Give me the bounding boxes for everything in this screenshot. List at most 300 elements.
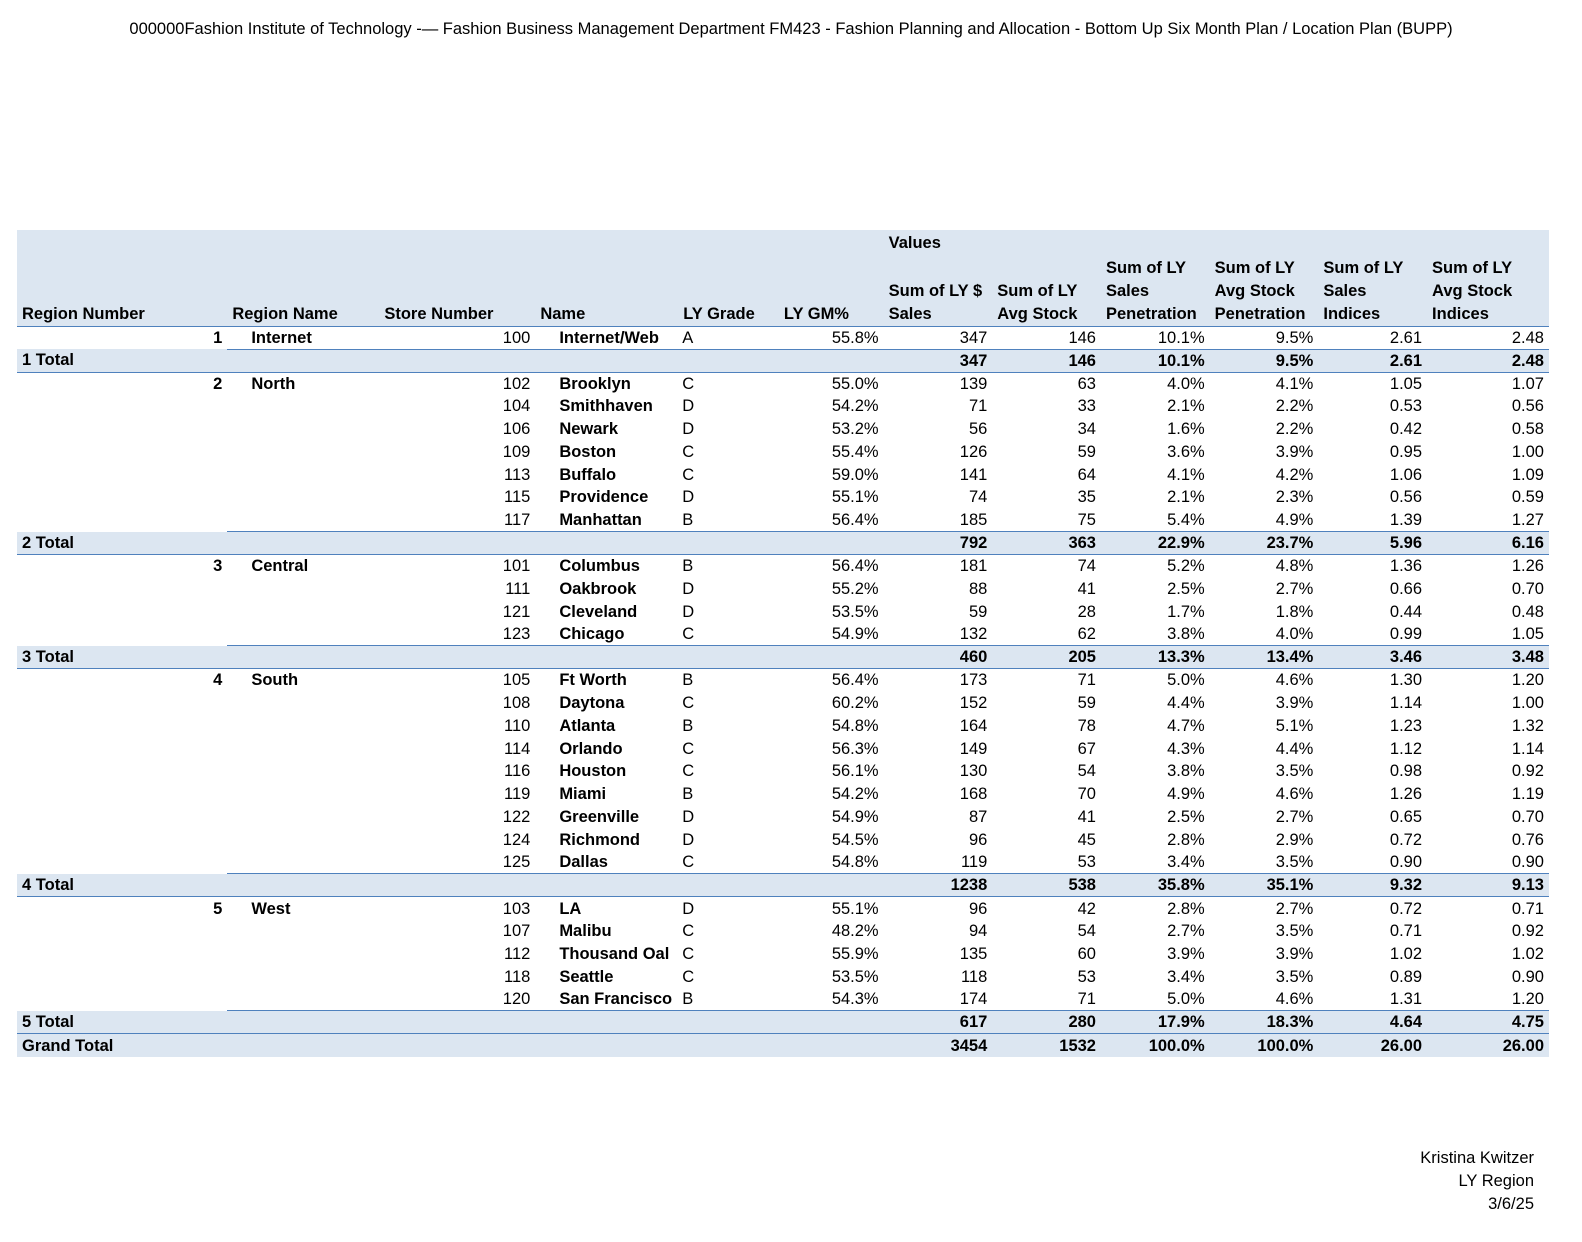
- pivot-body: [17, 326, 1549, 1057]
- stock-cell: 53: [1077, 967, 1096, 986]
- total-stock-pen-cell: 23.7%: [1210, 532, 1319, 555]
- store-name-cell: Dallas: [559, 853, 608, 872]
- sales-pen-cell: 5.2%: [1167, 557, 1205, 576]
- stock-cell: 33: [1077, 397, 1096, 416]
- region-number-cell: [17, 577, 227, 600]
- stock-idx-cell: 0.58: [1511, 419, 1544, 438]
- store-name-cell: Daytona: [559, 693, 625, 712]
- table-row: [17, 737, 1549, 760]
- column-header: Name: [535, 254, 678, 326]
- sales-idx-cell: 2.61: [1389, 328, 1423, 347]
- stock-cell: 54: [1077, 762, 1096, 781]
- stock-cell: 41: [1077, 579, 1096, 598]
- sales-cell: 118: [960, 967, 988, 986]
- empty-cell: [379, 874, 535, 897]
- empty-cell: [379, 1011, 535, 1034]
- table-row: [17, 828, 1549, 851]
- table-row: [17, 395, 1549, 418]
- grade-cell: B: [682, 716, 694, 735]
- sales-pen-cell: 4.4%: [1167, 693, 1205, 712]
- table-row: [17, 920, 1549, 943]
- sales-idx-cell: 0.72: [1389, 830, 1423, 849]
- sales-cell: 96: [968, 899, 988, 918]
- sales-idx-cell: 0.42: [1389, 419, 1423, 438]
- empty-cell: [227, 646, 379, 669]
- empty-cell: [535, 1034, 678, 1057]
- store-name-cell: Atlanta: [559, 716, 616, 735]
- empty-cell: [678, 646, 779, 669]
- store-number-cell: 114: [504, 739, 531, 758]
- store-number-cell: 115: [504, 488, 531, 507]
- region-number-cell: [17, 737, 227, 760]
- grade-cell: C: [682, 465, 695, 484]
- region-number-cell: 3: [213, 557, 223, 576]
- values-label: Values: [884, 230, 1549, 254]
- sales-cell: 88: [968, 579, 988, 598]
- sales-pen-cell: 4.7%: [1167, 716, 1205, 735]
- stock-idx-cell: 1.00: [1511, 442, 1544, 461]
- table-row: [17, 418, 1549, 441]
- store-number-cell: 111: [505, 579, 531, 598]
- table-row: [17, 577, 1549, 600]
- stock-cell: 59: [1077, 693, 1096, 712]
- stock-cell: 78: [1077, 716, 1096, 735]
- region-number-cell: [17, 920, 227, 943]
- stock-pen-cell: 1.8%: [1275, 602, 1314, 621]
- store-name-cell: Seattle: [559, 967, 614, 986]
- stock-cell: 71: [1077, 990, 1096, 1009]
- gm-cell: 56.4%: [831, 557, 879, 576]
- gm-cell: 53.2%: [831, 419, 879, 438]
- store-name-cell: Chicago: [559, 625, 625, 644]
- grade-cell: D: [682, 488, 695, 507]
- region-total-label: 2 Total: [17, 532, 227, 555]
- pivot-table: [17, 230, 1549, 1057]
- region-total-label: 3 Total: [17, 646, 227, 669]
- region-number-cell: [17, 965, 227, 988]
- sales-pen-cell: 2.8%: [1167, 899, 1205, 918]
- region-number-cell: [17, 988, 227, 1011]
- grand-stock-idx-cell: 26.00: [1427, 1034, 1549, 1057]
- table-row: [17, 851, 1549, 874]
- column-header: Region Name: [227, 254, 379, 326]
- store-name-cell: LA: [559, 899, 582, 918]
- region-total-label: 4 Total: [17, 874, 227, 897]
- sales-pen-cell: 4.3%: [1167, 739, 1205, 758]
- region-number-cell: [17, 600, 227, 623]
- total-stock-idx-cell: 9.13: [1427, 874, 1549, 897]
- store-number-cell: 101: [502, 557, 531, 576]
- empty-cell: [227, 349, 379, 372]
- empty-cell: [379, 1034, 535, 1057]
- footer-author: Kristina Kwitzer: [1420, 1149, 1534, 1167]
- gm-cell: 55.2%: [831, 579, 879, 598]
- store-name-cell: Orlando: [559, 739, 623, 758]
- stock-idx-cell: 1.26: [1511, 557, 1544, 576]
- gm-cell: 54.8%: [831, 853, 879, 872]
- grade-cell: C: [682, 967, 695, 986]
- footer-date: 3/6/25: [1488, 1195, 1534, 1213]
- sales-cell: 94: [968, 922, 988, 941]
- gm-cell: 54.5%: [831, 830, 879, 849]
- total-stock-pen-cell: 13.4%: [1210, 646, 1319, 669]
- sales-cell: 126: [959, 442, 988, 461]
- sales-pen-cell: 2.5%: [1167, 807, 1205, 826]
- grand-sales-cell: 3454: [884, 1034, 993, 1057]
- region-number-cell: [17, 623, 227, 646]
- sales-idx-cell: 1.30: [1389, 671, 1423, 690]
- total-stock-cell: 146: [992, 349, 1101, 372]
- total-sales-idx-cell: 5.96: [1318, 532, 1427, 555]
- gm-cell: 59.0%: [831, 465, 879, 484]
- region-name-cell: [227, 783, 379, 806]
- region-name-cell: [227, 623, 379, 646]
- stock-cell: 54: [1077, 922, 1096, 941]
- gm-cell: 54.2%: [831, 397, 879, 416]
- gm-cell: 55.1%: [831, 488, 879, 507]
- region-name-cell: [227, 509, 379, 532]
- store-number-cell: 110: [504, 716, 531, 735]
- stock-cell: 53: [1077, 853, 1096, 872]
- stock-pen-cell: 3.5%: [1275, 853, 1314, 872]
- stock-idx-cell: 1.02: [1511, 944, 1544, 963]
- total-stock-pen-cell: 18.3%: [1210, 1011, 1319, 1034]
- gm-cell: 55.8%: [831, 328, 879, 347]
- stock-pen-cell: 3.9%: [1275, 693, 1314, 712]
- stock-cell: 45: [1077, 830, 1096, 849]
- sales-pen-cell: 3.9%: [1167, 944, 1205, 963]
- region-name-cell: [227, 463, 379, 486]
- sales-idx-cell: 1.05: [1389, 374, 1423, 393]
- stock-cell: 63: [1077, 374, 1096, 393]
- region-name-cell: South: [251, 671, 299, 690]
- table-row: [17, 623, 1549, 646]
- stock-cell: 71: [1077, 671, 1096, 690]
- table-row: [17, 760, 1549, 783]
- gm-cell: 53.5%: [831, 602, 879, 621]
- stock-idx-cell: 0.70: [1511, 807, 1544, 826]
- stock-idx-cell: 1.20: [1511, 671, 1544, 690]
- store-number-cell: 108: [502, 693, 531, 712]
- region-name-cell: [227, 988, 379, 1011]
- total-stock-cell: 538: [992, 874, 1101, 897]
- total-stock-idx-cell: 3.48: [1427, 646, 1549, 669]
- total-stock-idx-cell: 2.48: [1427, 349, 1549, 372]
- stock-cell: 75: [1077, 510, 1096, 529]
- sales-cell: 74: [968, 488, 988, 507]
- sales-cell: 141: [959, 465, 988, 484]
- sales-idx-cell: 0.71: [1389, 922, 1423, 941]
- stock-pen-cell: 3.5%: [1275, 762, 1314, 781]
- region-name-cell: [227, 692, 379, 715]
- table-row: [17, 988, 1549, 1011]
- table-row: [17, 806, 1549, 829]
- stock-idx-cell: 0.71: [1511, 899, 1544, 918]
- store-number-cell: 100: [502, 328, 531, 347]
- total-stock-idx-cell: 6.16: [1427, 532, 1549, 555]
- region-name-cell: [227, 828, 379, 851]
- grade-cell: A: [682, 328, 694, 347]
- region-number-cell: [17, 851, 227, 874]
- sales-cell: 96: [968, 830, 988, 849]
- sales-cell: 168: [959, 785, 988, 804]
- store-name-cell: Malibu: [559, 922, 612, 941]
- stock-pen-cell: 4.6%: [1275, 990, 1314, 1009]
- sales-idx-cell: 1.23: [1389, 716, 1423, 735]
- gm-cell: 48.2%: [831, 922, 879, 941]
- grade-cell: D: [682, 807, 695, 826]
- region-number-cell: [17, 440, 227, 463]
- stock-pen-cell: 4.6%: [1275, 785, 1314, 804]
- empty-cell: [779, 874, 884, 897]
- stock-pen-cell: 4.0%: [1275, 625, 1314, 644]
- stock-idx-cell: 1.05: [1511, 625, 1544, 644]
- region-name-cell: [227, 418, 379, 441]
- region-number-cell: [17, 714, 227, 737]
- column-header: Region Number: [17, 254, 227, 326]
- store-name-cell: Newark: [559, 419, 619, 438]
- page-footer: [1420, 1147, 1534, 1216]
- grade-cell: D: [682, 899, 695, 918]
- total-stock-idx-cell: 4.75: [1427, 1011, 1549, 1034]
- stock-pen-cell: 3.5%: [1275, 922, 1314, 941]
- store-number-cell: 124: [502, 830, 531, 849]
- sales-idx-cell: 1.02: [1389, 944, 1423, 963]
- region-number-cell: 5: [213, 899, 223, 918]
- region-number-cell: 2: [213, 374, 223, 393]
- gm-cell: 56.1%: [831, 762, 879, 781]
- store-number-cell: 121: [502, 602, 531, 621]
- sales-cell: 130: [959, 762, 988, 781]
- store-number-cell: 116: [504, 762, 531, 781]
- sales-idx-cell: 0.90: [1389, 853, 1423, 872]
- store-number-cell: 107: [502, 922, 531, 941]
- grade-cell: C: [682, 762, 695, 781]
- region-number-cell: [17, 418, 227, 441]
- table-row: [17, 372, 1549, 395]
- empty-cell: [779, 349, 884, 372]
- store-number-cell: 122: [502, 807, 531, 826]
- stock-pen-cell: 2.7%: [1275, 807, 1314, 826]
- gm-cell: 56.3%: [831, 739, 879, 758]
- stock-pen-cell: 2.2%: [1275, 419, 1314, 438]
- empty-cell: [227, 532, 379, 555]
- total-stock-cell: 280: [992, 1011, 1101, 1034]
- stock-pen-cell: 5.1%: [1275, 716, 1314, 735]
- stock-pen-cell: 3.5%: [1275, 967, 1314, 986]
- empty-cell: [379, 349, 535, 372]
- region-name-cell: [227, 965, 379, 988]
- sales-pen-cell: 2.1%: [1167, 397, 1205, 416]
- sales-cell: 59: [968, 602, 988, 621]
- stock-idx-cell: 0.56: [1511, 397, 1544, 416]
- store-number-cell: 103: [502, 899, 531, 918]
- grade-cell: D: [682, 419, 695, 438]
- table-row: [17, 326, 1549, 349]
- total-stock-cell: 363: [992, 532, 1101, 555]
- total-sales-pen-cell: 10.1%: [1101, 349, 1210, 372]
- stock-pen-cell: 2.3%: [1275, 488, 1314, 507]
- stock-cell: 60: [1077, 944, 1096, 963]
- table-row: [17, 692, 1549, 715]
- stock-idx-cell: 0.70: [1511, 579, 1544, 598]
- sales-cell: 152: [959, 693, 988, 712]
- empty-cell: [379, 646, 535, 669]
- sales-pen-cell: 3.4%: [1167, 853, 1205, 872]
- empty-cell: [227, 1011, 379, 1034]
- region-name-cell: [227, 806, 379, 829]
- sales-idx-cell: 0.98: [1389, 762, 1423, 781]
- region-name-cell: [227, 577, 379, 600]
- store-name-cell: Columbus: [559, 557, 640, 576]
- stock-pen-cell: 2.7%: [1275, 579, 1314, 598]
- grand-sales-idx-cell: 26.00: [1318, 1034, 1427, 1057]
- gm-cell: 54.9%: [831, 625, 879, 644]
- total-stock-pen-cell: 9.5%: [1210, 349, 1319, 372]
- stock-idx-cell: 0.59: [1511, 488, 1544, 507]
- stock-cell: 41: [1077, 807, 1096, 826]
- gm-cell: 54.3%: [831, 990, 879, 1009]
- empty-cell: [678, 874, 779, 897]
- region-name-cell: North: [251, 374, 296, 393]
- total-stock-pen-cell: 35.1%: [1210, 874, 1319, 897]
- sales-pen-cell: 2.1%: [1167, 488, 1205, 507]
- stock-pen-cell: 9.5%: [1275, 328, 1314, 347]
- region-name-cell: [227, 440, 379, 463]
- footer-sheet: LY Region: [1458, 1172, 1534, 1190]
- sales-idx-cell: 0.56: [1389, 488, 1423, 507]
- column-header: Sum of LY Sales Indices: [1318, 254, 1427, 326]
- store-name-cell: Providence: [559, 488, 649, 507]
- store-name-cell: Thousand Oal: [559, 944, 670, 963]
- column-header: Sum of LY $ Sales: [884, 254, 993, 326]
- empty-cell: [535, 1011, 678, 1034]
- sales-pen-cell: 2.8%: [1167, 830, 1205, 849]
- table-row: [17, 555, 1549, 578]
- table-row: [17, 965, 1549, 988]
- grade-cell: C: [682, 922, 695, 941]
- region-name-cell: [227, 760, 379, 783]
- region-name-cell: Central: [251, 557, 309, 576]
- column-header-row: [17, 254, 1549, 326]
- sales-pen-cell: 5.0%: [1167, 990, 1205, 1009]
- table-row: [17, 600, 1549, 623]
- gm-cell: 54.9%: [831, 807, 879, 826]
- region-name-cell: [227, 600, 379, 623]
- table-row: [17, 669, 1549, 692]
- stock-cell: 146: [1068, 328, 1096, 347]
- store-name-cell: Houston: [559, 762, 627, 781]
- sales-idx-cell: 1.06: [1389, 465, 1423, 484]
- region-name-cell: [227, 920, 379, 943]
- gm-cell: 54.2%: [831, 785, 879, 804]
- region-number-cell: [17, 692, 227, 715]
- region-number-cell: [17, 943, 227, 966]
- region-name-cell: [227, 714, 379, 737]
- column-header: Sum of LY Sales Penetration: [1101, 254, 1210, 326]
- grand-total-label: Grand Total: [17, 1034, 227, 1057]
- empty-cell: [535, 532, 678, 555]
- total-sales-cell: 1238: [884, 874, 993, 897]
- total-sales-cell: 347: [884, 349, 993, 372]
- stock-idx-cell: 1.07: [1511, 374, 1544, 393]
- grade-cell: D: [682, 602, 695, 621]
- store-name-cell: Internet/Web: [559, 328, 659, 347]
- sales-pen-cell: 4.0%: [1167, 374, 1205, 393]
- sales-cell: 71: [968, 397, 988, 416]
- stock-idx-cell: 0.90: [1511, 853, 1544, 872]
- store-name-cell: Smithhaven: [559, 397, 653, 416]
- stock-idx-cell: 1.09: [1511, 465, 1544, 484]
- region-number-cell: [17, 783, 227, 806]
- sales-pen-cell: 3.4%: [1167, 967, 1205, 986]
- stock-cell: 35: [1077, 488, 1096, 507]
- store-number-cell: 102: [502, 374, 531, 393]
- sales-pen-cell: 2.5%: [1167, 579, 1205, 598]
- region-name-cell: [227, 737, 379, 760]
- sales-pen-cell: 1.6%: [1167, 419, 1205, 438]
- stock-idx-cell: 1.14: [1511, 739, 1544, 758]
- region-name-cell: [227, 851, 379, 874]
- sales-pen-cell: 3.6%: [1167, 442, 1205, 461]
- empty-cell: [678, 1034, 779, 1057]
- grade-cell: C: [682, 625, 695, 644]
- table-row: [17, 943, 1549, 966]
- sales-cell: 185: [959, 510, 988, 529]
- sales-idx-cell: 1.14: [1389, 693, 1423, 712]
- store-name-cell: Brooklyn: [559, 374, 631, 393]
- empty-cell: [779, 1011, 884, 1034]
- store-name-cell: Cleveland: [559, 602, 638, 621]
- stock-cell: 28: [1077, 602, 1096, 621]
- sales-cell: 173: [959, 671, 988, 690]
- grade-cell: D: [682, 579, 695, 598]
- empty-cell: [779, 646, 884, 669]
- store-name-cell: Ft Worth: [559, 671, 627, 690]
- store-number-cell: 119: [504, 785, 531, 804]
- grade-cell: C: [682, 442, 695, 461]
- gm-cell: 53.5%: [831, 967, 879, 986]
- store-name-cell: Boston: [559, 442, 617, 461]
- sales-idx-cell: 1.39: [1389, 510, 1423, 529]
- store-name-cell: Buffalo: [559, 465, 617, 484]
- region-total-row: [17, 874, 1549, 897]
- grade-cell: C: [682, 944, 695, 963]
- empty-cell: [535, 874, 678, 897]
- stock-pen-cell: 2.2%: [1275, 397, 1314, 416]
- sales-idx-cell: 1.26: [1389, 785, 1423, 804]
- grade-cell: B: [682, 990, 694, 1009]
- store-number-cell: 104: [502, 397, 531, 416]
- sales-cell: 164: [959, 716, 988, 735]
- sales-idx-cell: 1.12: [1389, 739, 1423, 758]
- column-header: Sum of LY Avg Stock Penetration: [1210, 254, 1319, 326]
- total-sales-idx-cell: 4.64: [1318, 1011, 1427, 1034]
- empty-cell: [227, 874, 379, 897]
- empty-cell: [535, 349, 678, 372]
- store-name-cell: Oakbrook: [559, 579, 637, 598]
- sales-pen-cell: 1.7%: [1167, 602, 1205, 621]
- store-number-cell: 113: [504, 465, 531, 484]
- region-total-label: 5 Total: [17, 1011, 227, 1034]
- stock-pen-cell: 4.4%: [1275, 739, 1314, 758]
- store-number-cell: 112: [504, 944, 531, 963]
- column-header: Sum of LY Avg Stock Indices: [1427, 254, 1549, 326]
- sales-cell: 132: [959, 625, 988, 644]
- empty-cell: [227, 1034, 379, 1057]
- sales-pen-cell: 3.8%: [1167, 762, 1205, 781]
- region-number-cell: [17, 463, 227, 486]
